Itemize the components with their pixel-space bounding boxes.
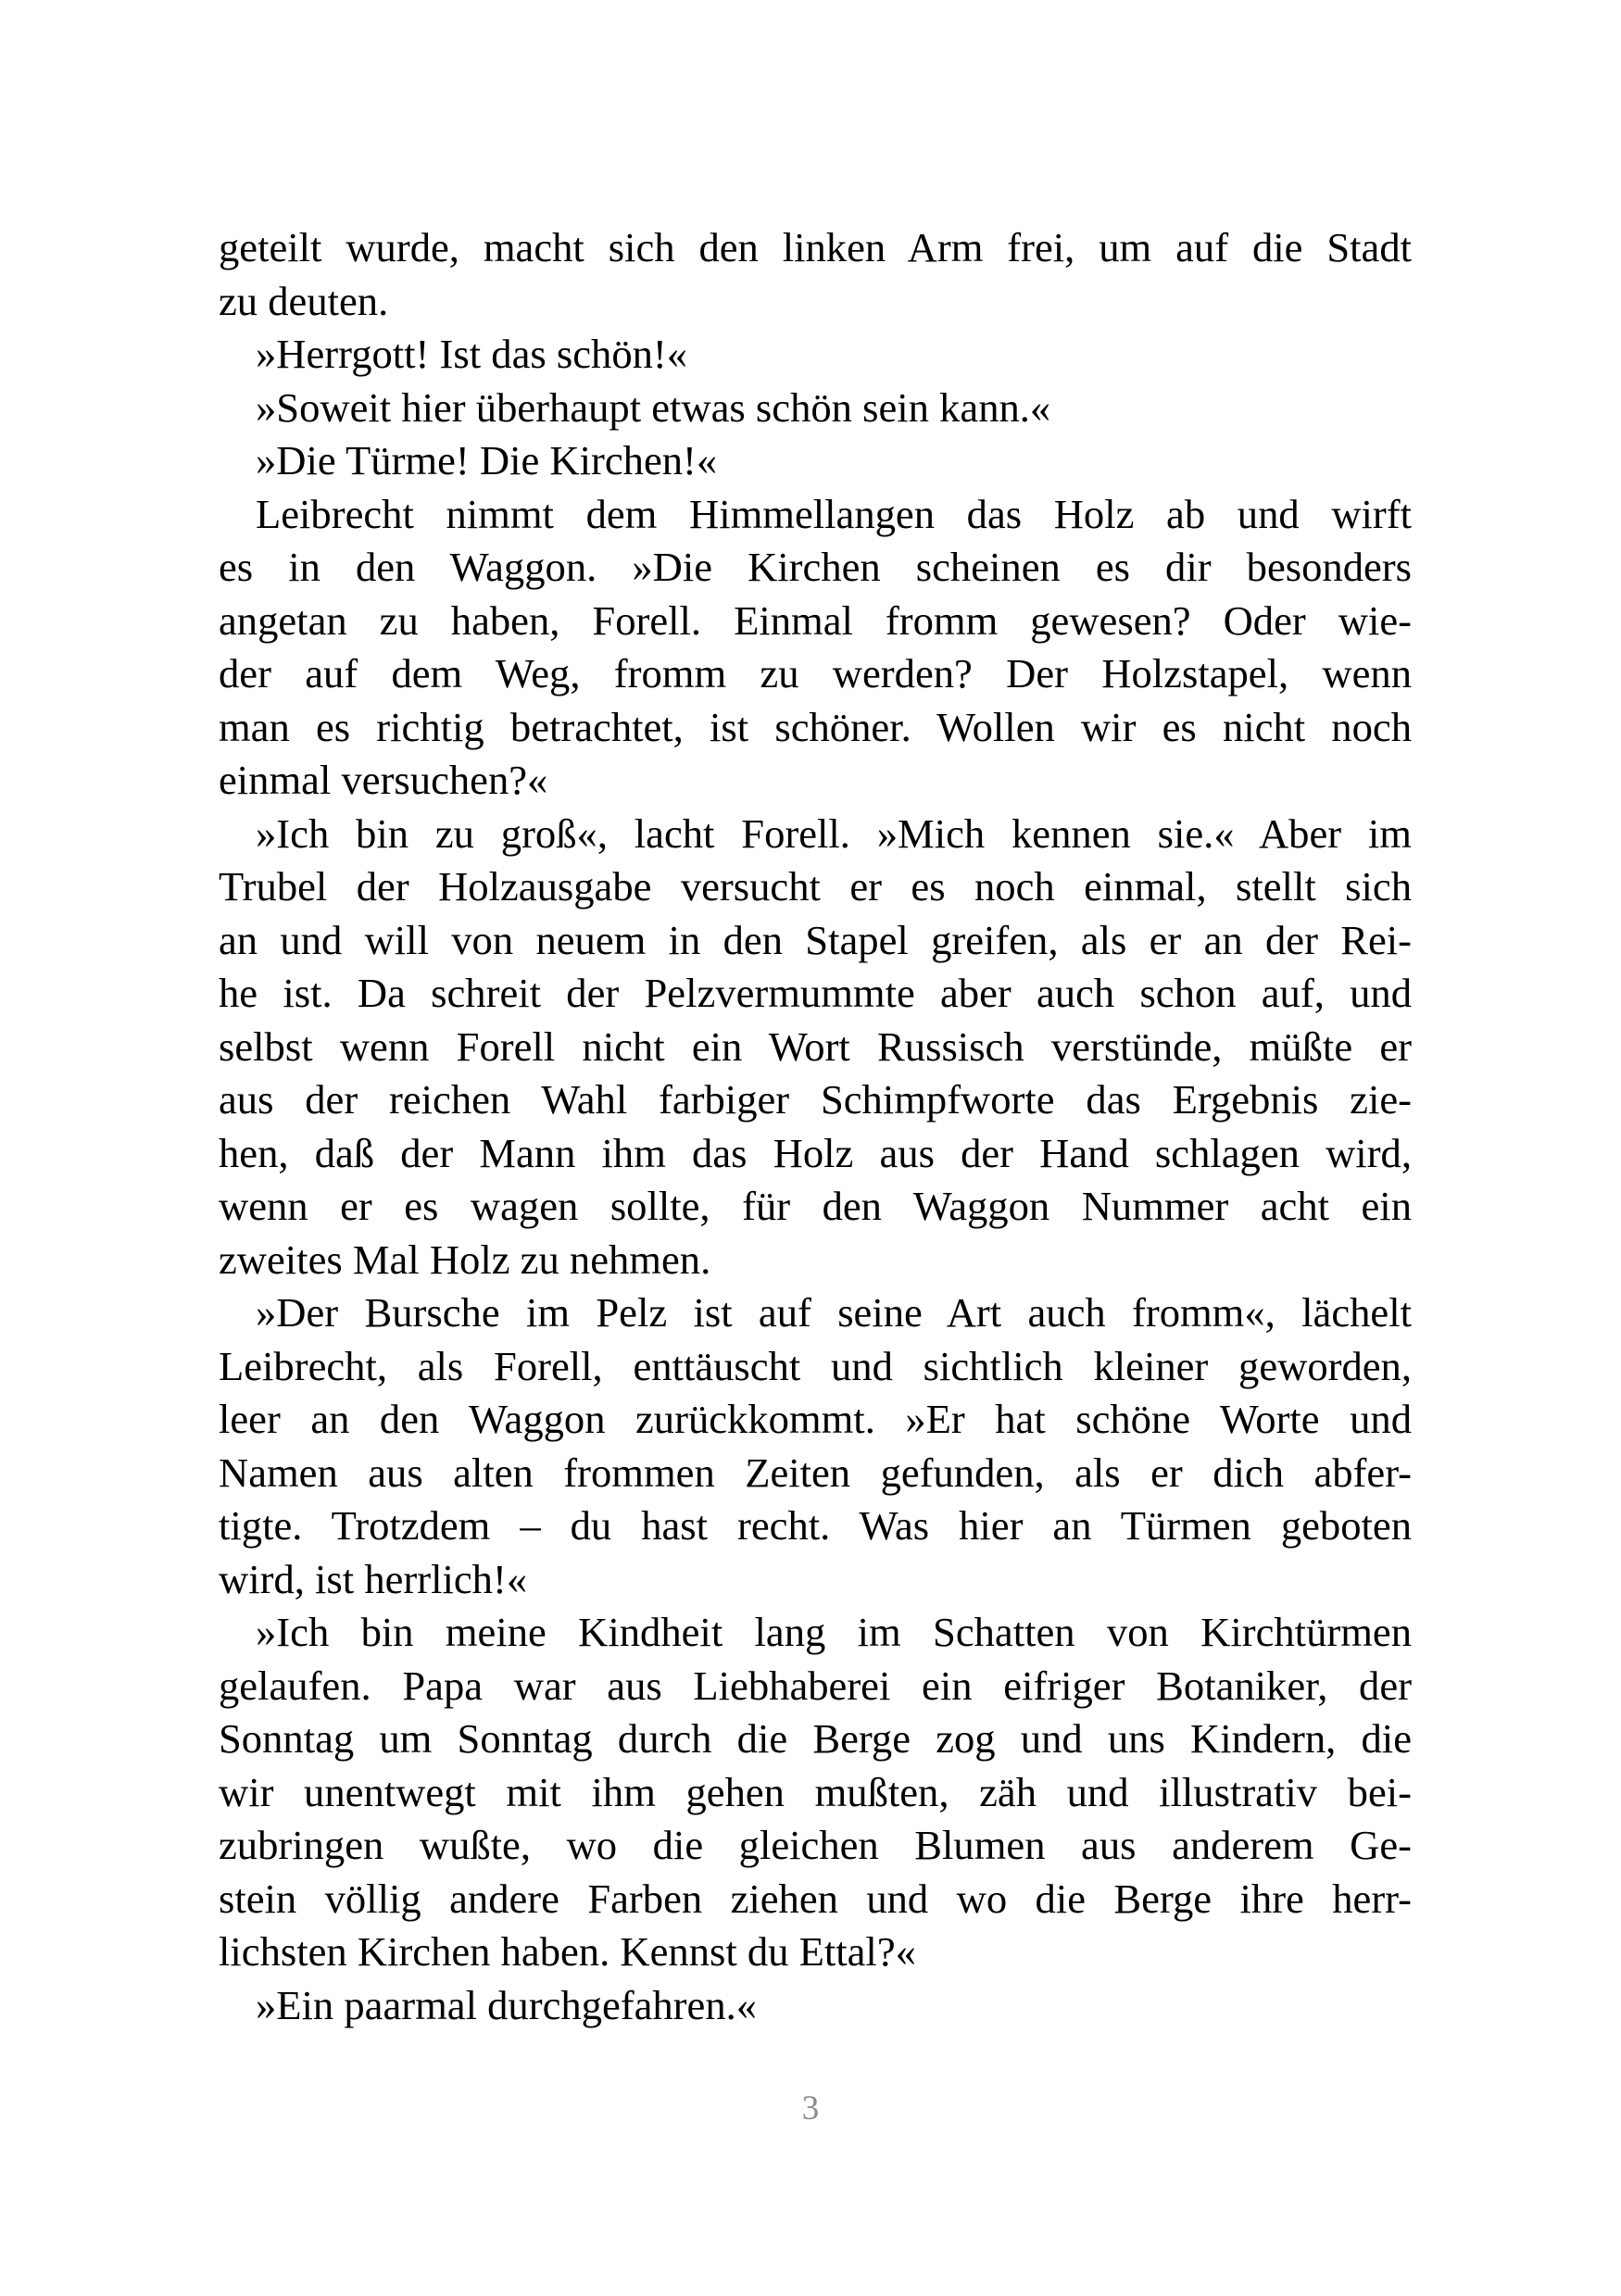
text-line: Leibrecht nimmt dem Himmellangen das Holz ab und wirft	[256, 490, 1412, 537]
text-line: zweites Mal Holz zu nehmen.	[219, 1236, 711, 1283]
text-line: wird, ist herrlich!«	[219, 1555, 528, 1602]
text-line: lichsten Kirchen haben. Kennst du Ettal?«	[219, 1928, 916, 1975]
text-line: »Herrgott! Ist das schön!«	[256, 331, 688, 377]
text-line: »Ich bin zu groß«, lacht Forell. »Mich kennen sie.« Aber im	[256, 809, 1412, 857]
text-line: »Soweit hier überhaupt etwas schön sein kann.«	[256, 383, 1051, 431]
text-line: einmal versuchen?«	[219, 757, 548, 803]
text-line: selbst wenn Forell nicht ein Wort Russisch verstünde, müßte er	[219, 1023, 1412, 1070]
page-number: 3	[801, 2089, 820, 2127]
text-line: der auf dem Weg, fromm zu werden? Der Holzstapel, wenn	[219, 650, 1412, 696]
text-line: tigte. Trotzdem – du hast recht. Was hier an Türmen geboten	[219, 1502, 1412, 1549]
text-line: es in den Waggon. »Die Kirchen scheinen es dir besonders	[219, 544, 1412, 590]
text-line: angetan zu haben, Forell. Einmal fromm gewesen? Oder wie-	[219, 596, 1412, 644]
text-line: geteilt wurde, macht sich den linken Arm frei, um auf die Stadt	[219, 224, 1412, 270]
text-line: »Ich bin meine Kindheit lang im Schatten von Kirchtürmen	[256, 1609, 1412, 1655]
text-line: »Der Bursche im Pelz ist auf seine Art auch fromm«, lächelt	[256, 1289, 1412, 1336]
text-line: hen, daß der Mann ihm das Holz aus der Hand schlagen wird,	[219, 1129, 1412, 1176]
text-line: Leibrecht, als Forell, enttäuscht und sichtlich kleiner geworden,	[219, 1342, 1412, 1389]
text-line: leer an den Waggon zurückkommt. »Er hat schöne Worte und	[219, 1396, 1412, 1442]
text-line: wenn er es wagen sollte, für den Waggon Nummer acht ein	[219, 1183, 1412, 1229]
text-line: zubringen wußte, wo die gleichen Blumen aus anderem Ge-	[219, 1822, 1412, 1868]
text-line: man es richtig betrachtet, ist schöner. Wollen wir es nicht noch	[219, 703, 1412, 750]
text-line: Sonntag um Sonntag durch die Berge zog und uns Kindern, die	[219, 1715, 1412, 1762]
text-line: Namen aus alten frommen Zeiten gefunden, als er dich abfer-	[219, 1449, 1412, 1496]
body-text	[219, 221, 1412, 2032]
text-line: wir unentwegt mit ihm gehen mußten, zäh und illustrativ bei-	[219, 1768, 1412, 1815]
text-line: »Die Türme! Die Kirchen!«	[256, 437, 718, 483]
text-line: gelaufen. Papa war aus Liebhaberei ein eifriger Botaniker, der	[219, 1662, 1412, 1709]
text-line: aus der reichen Wahl farbiger Schimpfworte das Ergebnis zie-	[219, 1076, 1412, 1123]
text-line: zu deuten.	[219, 277, 389, 324]
text-line: an und will von neuem in den Stapel greifen, als er an der Rei-	[219, 916, 1412, 963]
text-line: he ist. Da schreit der Pelzvermummte aber auch schon auf, und	[219, 970, 1412, 1016]
text-line: stein völlig andere Farben ziehen und wo die Berge ihre herr-	[219, 1875, 1412, 1922]
text-line: »Ein paarmal durchgefahren.«	[256, 1981, 758, 2028]
text-line: Trubel der Holzausgabe versucht er es noch einmal, stellt sich	[219, 863, 1412, 910]
